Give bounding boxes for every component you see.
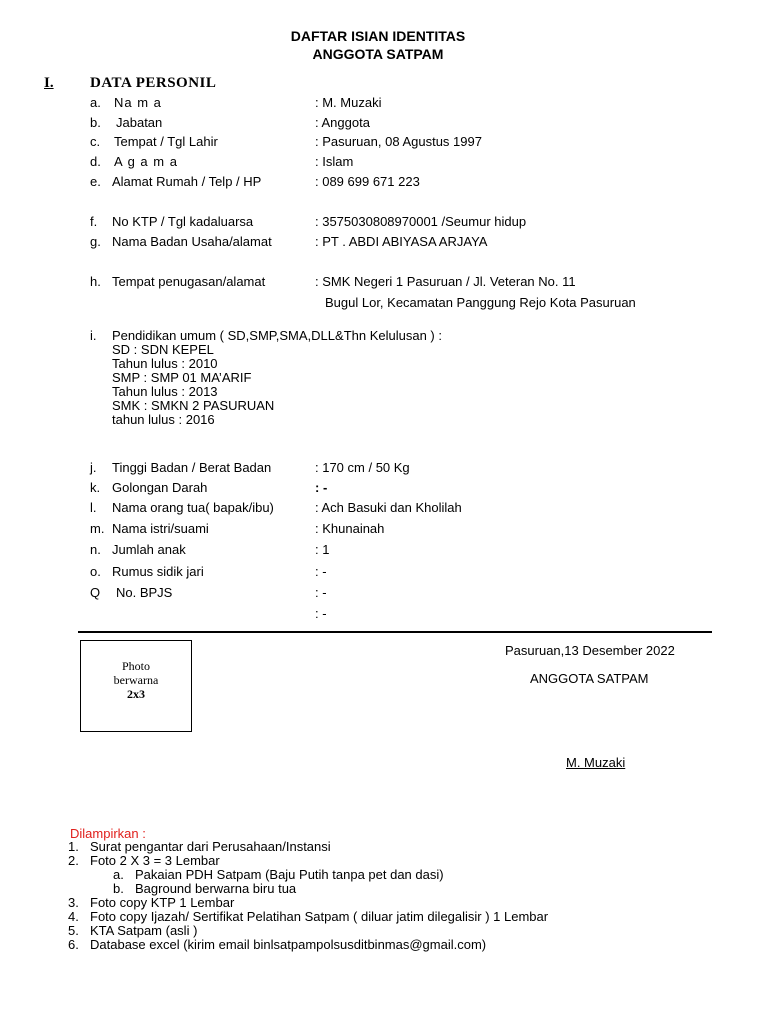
attachment-sub-letter: b. xyxy=(113,881,124,896)
field-letter: m. xyxy=(90,521,105,536)
education-line: SMK : SMKN 2 PASURUAN xyxy=(112,398,275,413)
field-label-golongan-darah: Golongan Darah xyxy=(112,480,208,495)
field-letter: a. xyxy=(90,95,101,110)
field-letter: f. xyxy=(90,214,98,229)
field-value-jabatan: : Anggota xyxy=(315,115,370,130)
field-value-jumlah-anak: : 1 xyxy=(315,542,330,557)
attachment-item: KTA Satpam (asli ) xyxy=(90,923,198,938)
field-letter: h. xyxy=(90,274,101,289)
section-number: I. xyxy=(44,75,54,91)
attachment-number: 1. xyxy=(68,839,79,854)
field-letter: Q xyxy=(90,585,101,600)
field-value-badan-usaha: : PT . ABDI ABIYASA ARJAYA xyxy=(315,234,488,249)
field-label-nama: Na m a xyxy=(114,95,162,110)
photo-label: Photo xyxy=(121,659,150,673)
attachment-number: 6. xyxy=(68,937,79,952)
field-letter: g. xyxy=(90,234,101,249)
attachment-number: 5. xyxy=(68,923,79,938)
field-label-jabatan: Jabatan xyxy=(116,115,163,130)
field-value-extra: : - xyxy=(315,606,327,621)
education-line: tahun lulus : 2016 xyxy=(112,412,215,427)
attachment-item: Foto 2 X 3 = 3 Lembar xyxy=(90,853,220,868)
attachment-item: Foto copy KTP 1 Lembar xyxy=(90,895,235,910)
field-label-ttl: Tempat / Tgl Lahir xyxy=(114,134,218,149)
field-label-sidik-jari: Rumus sidik jari xyxy=(112,564,204,579)
field-value-alamat: : 089 699 671 223 xyxy=(315,174,420,189)
field-value-orang-tua: : Ach Basuki dan Kholilah xyxy=(315,500,462,515)
form-title-line2: ANGGOTA SATPAM xyxy=(312,46,444,62)
field-value-penugasan-line2: Bugul Lor, Kecamatan Panggung Rejo Kota Pasuruan xyxy=(325,295,636,310)
field-label-istri-suami: Nama istri/suami xyxy=(112,521,209,536)
attachment-number: 4. xyxy=(68,909,79,924)
attachment-sub-letter: a. xyxy=(113,867,124,882)
field-letter: i. xyxy=(90,328,97,343)
attachment-number: 2. xyxy=(68,853,79,868)
attachment-sub-item: Baground berwarna biru tua xyxy=(135,881,297,896)
field-value-bpjs: : - xyxy=(315,585,327,600)
education-line: Tahun lulus : 2013 xyxy=(112,384,218,399)
divider-line xyxy=(78,631,712,633)
field-letter: k. xyxy=(90,480,101,495)
field-letter: b. xyxy=(90,115,101,130)
education-line: SD : SDN KEPEL xyxy=(112,342,214,357)
attachment-item: Database excel (kirim email binlsatpampolsusditbinmas@gmail.com) xyxy=(90,937,487,952)
signature-role: ANGGOTA SATPAM xyxy=(530,671,649,686)
photo-size: 2x3 xyxy=(127,687,145,701)
section-title: DATA PERSONIL xyxy=(90,75,217,91)
field-label-badan-usaha: Nama Badan Usaha/alamat xyxy=(112,234,272,249)
field-letter: d. xyxy=(90,154,101,169)
field-label-penugasan: Tempat penugasan/alamat xyxy=(112,274,266,289)
field-label-agama: A g a m a xyxy=(114,154,178,169)
field-label-jumlah-anak: Jumlah anak xyxy=(112,542,186,557)
field-letter: c. xyxy=(90,134,101,149)
field-value-nama: : M. Muzaki xyxy=(315,95,382,110)
field-value-tinggi-berat: : 170 cm / 50 Kg xyxy=(315,460,410,475)
field-letter: o. xyxy=(90,564,101,579)
field-letter: n. xyxy=(90,542,101,557)
field-label-orang-tua: Nama orang tua( bapak/ibu) xyxy=(112,500,274,515)
attachment-number: 3. xyxy=(68,895,79,910)
education-line: Tahun lulus : 2010 xyxy=(112,356,218,371)
photo-placeholder-box xyxy=(80,640,192,732)
field-value-istri-suami: : Khunainah xyxy=(315,521,385,536)
field-label-alamat: Alamat Rumah / Telp / HP xyxy=(112,174,262,189)
photo-label: berwarna xyxy=(113,673,159,687)
form-title-line1: DAFTAR ISIAN IDENTITAS xyxy=(290,28,466,44)
field-label-bpjs: No. BPJS xyxy=(116,585,173,600)
attachments-heading: Dilampirkan : xyxy=(70,826,146,841)
field-value-agama: : Islam xyxy=(315,154,354,169)
field-value-ttl: : Pasuruan, 08 Agustus 1997 xyxy=(315,134,482,149)
field-value-sidik-jari: : - xyxy=(315,564,327,579)
field-value-ktp: : 3575030808970001 /Seumur hidup xyxy=(315,214,527,229)
field-letter: l. xyxy=(90,500,97,515)
field-letter: e. xyxy=(90,174,101,189)
attachment-item: Foto copy Ijazah/ Sertifikat Pelatihan Satpam ( diluar jatim dilegalisir ) 1 Lembar xyxy=(90,909,549,924)
education-heading: Pendidikan umum ( SD,SMP,SMA,DLL&Thn Kelulusan ) : xyxy=(112,328,442,343)
attachment-item: Surat pengantar dari Perusahaan/Instansi xyxy=(90,839,331,854)
signature-name: M. Muzaki xyxy=(566,755,626,770)
attachment-sub-item: Pakaian PDH Satpam (Baju Putih tanpa pet dan dasi) xyxy=(135,867,444,882)
field-value-penugasan: : SMK Negeri 1 Pasuruan / Jl. Veteran No. 11 xyxy=(315,274,576,289)
signature-place-date: Pasuruan,13 Desember 2022 xyxy=(505,643,675,658)
education-line: SMP : SMP 01 MA’ARIF xyxy=(112,370,252,385)
field-letter: j. xyxy=(90,460,97,475)
field-value-golongan-darah: : - xyxy=(315,480,328,495)
field-label-tinggi-berat: Tinggi Badan / Berat Badan xyxy=(112,460,272,475)
field-label-ktp: No KTP / Tgl kadaluarsa xyxy=(112,214,254,229)
